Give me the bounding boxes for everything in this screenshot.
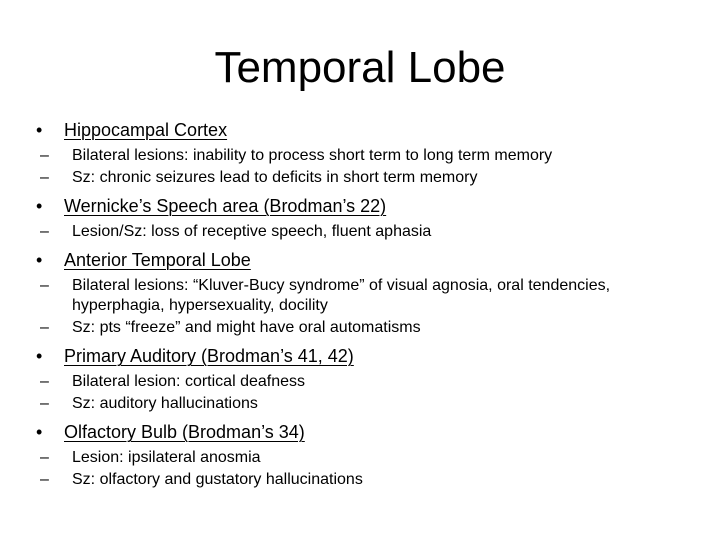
sub-item — [40, 470, 612, 490]
sub-marker: – — [40, 449, 49, 466]
sub-item — [40, 146, 612, 166]
bullet-marker: • — [36, 346, 43, 366]
sub-marker: – — [40, 169, 49, 186]
bullet-marker: • — [36, 250, 43, 270]
sub-marker: – — [40, 319, 49, 336]
sub-item-text: Bilateral lesion: cortical deafness — [72, 373, 306, 390]
bullet-item — [36, 248, 676, 272]
sub-marker: – — [40, 277, 49, 294]
sub-list — [36, 276, 676, 338]
bullet-label-anterior-temporal-lobe[interactable]: Anterior Temporal Lobe — [64, 250, 251, 270]
sub-item-text: Sz: pts “freeze” and might have oral automatisms — [72, 319, 421, 336]
bullet-item — [36, 194, 676, 218]
sub-marker: – — [40, 395, 49, 412]
sub-item-text: Sz: olfactory and gustatory hallucinations — [72, 471, 363, 488]
sub-item — [40, 394, 612, 414]
sub-item — [40, 168, 612, 188]
sub-marker: – — [40, 373, 49, 390]
sub-item — [40, 372, 612, 392]
sub-item — [40, 318, 612, 338]
bullet-marker: • — [36, 120, 43, 140]
sub-item — [40, 448, 612, 468]
bullet-item — [36, 118, 676, 142]
bullet-label-primary-auditory[interactable]: Primary Auditory (Brodman’s 41, 42) — [64, 346, 354, 366]
sub-list — [36, 146, 676, 188]
sub-list — [36, 448, 676, 490]
sub-list — [36, 222, 676, 242]
sub-marker: – — [40, 223, 49, 240]
bullet-item — [36, 344, 676, 368]
slide-title: Temporal Lobe — [214, 43, 506, 92]
sub-item-text: Bilateral lesions: inability to process short term to long term memory — [72, 147, 553, 164]
sub-item — [40, 276, 612, 316]
bullet-item — [36, 420, 676, 444]
bullet-marker: • — [36, 196, 43, 216]
bullet-label-wernickes-area[interactable]: Wernicke’s Speech area (Brodman’s 22) — [64, 196, 387, 216]
sub-item-text: Lesion: ipsilateral anosmia — [72, 449, 261, 466]
bullet-list — [36, 118, 676, 496]
bullet-marker: • — [36, 422, 43, 442]
sub-marker: – — [40, 147, 49, 164]
sub-item — [40, 222, 612, 242]
bullet-label-olfactory-bulb[interactable]: Olfactory Bulb (Brodman’s 34) — [64, 422, 305, 442]
bullet-label-hippocampal-cortex[interactable]: Hippocampal Cortex — [64, 120, 228, 140]
sub-list — [36, 372, 676, 414]
sub-item-text: Sz: auditory hallucinations — [72, 395, 258, 412]
sub-item-text: Bilateral lesions: “Kluver-Bucy syndrome” of visual agnosia, oral tendencies, hyperphagia, hypersexuality, docility — [72, 277, 611, 314]
sub-item-text: Lesion/Sz: loss of receptive speech, fluent aphasia — [72, 223, 432, 240]
sub-marker: – — [40, 471, 49, 488]
sub-item-text: Sz: chronic seizures lead to deficits in short term memory — [72, 169, 478, 186]
